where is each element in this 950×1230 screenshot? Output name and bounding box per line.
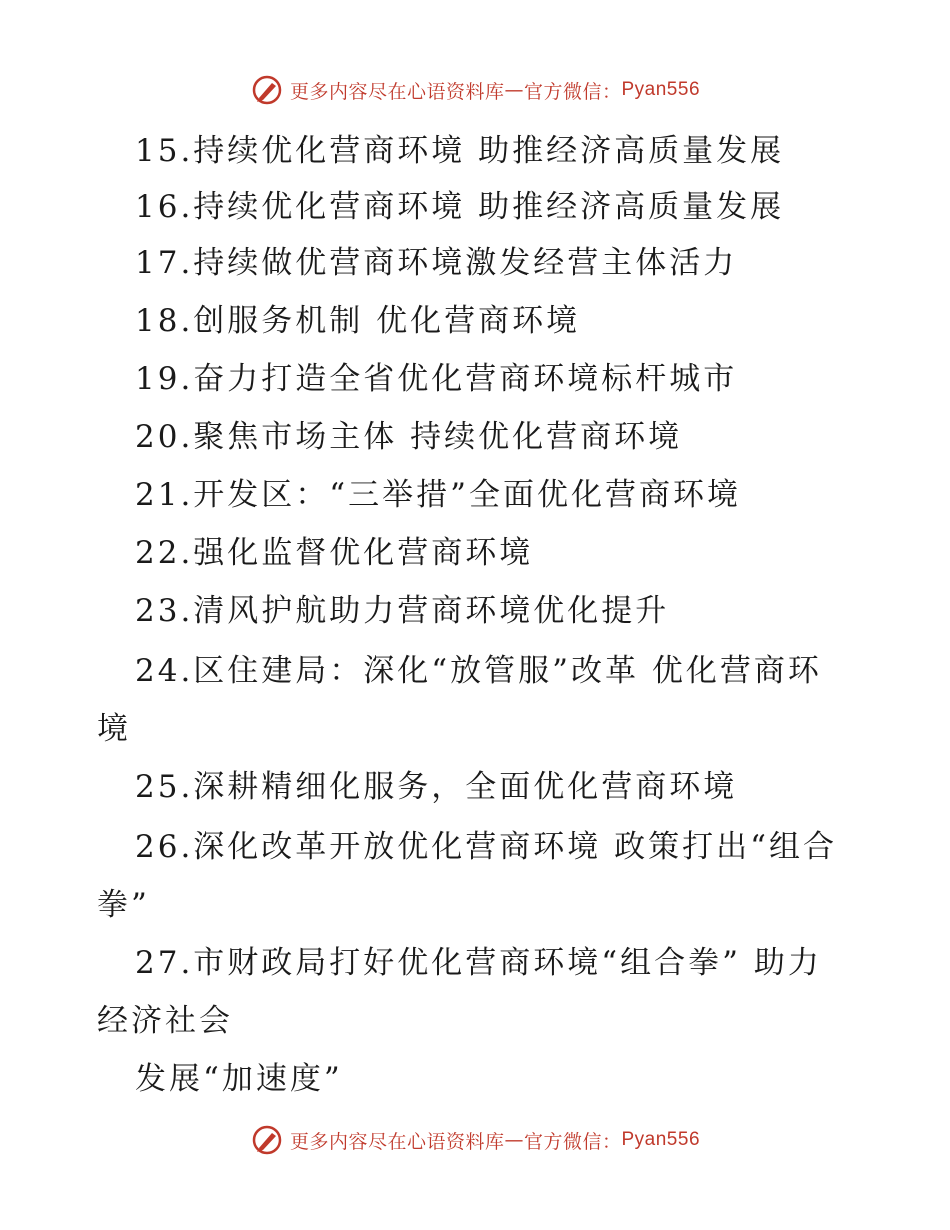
list-item: 23.清风护航助力营商环境优化提升 — [135, 593, 670, 629]
list-item: 24.区住建局：深化“放管服”改革 优化营商环 — [135, 653, 822, 689]
pen-logo-icon — [250, 1123, 284, 1157]
footer-wechat-id: Pyan556 — [621, 1129, 701, 1150]
list-item: 15.持续优化营商环境 助推经济高质量发展 — [135, 133, 785, 169]
list-item-continuation: 境 — [97, 711, 131, 747]
footer-site-name: 更多内容尽在心语资料库 — [289, 1130, 505, 1153]
header-banner — [0, 72, 950, 108]
list-item: 26.深化改革开放优化营商环境 政策打出“组合 — [135, 829, 838, 865]
list-item-continuation: 发展“加速度” — [135, 1061, 343, 1097]
list-item: 25.深耕精细化服务，全面优化营商环境 — [135, 769, 738, 805]
footer-banner — [0, 1122, 950, 1158]
list-item: 16.持续优化营商环境 助推经济高质量发展 — [135, 189, 785, 225]
header-site-name: 更多内容尽在心语资料库 — [289, 80, 505, 103]
header-wechat-label: 官方微信： — [523, 80, 622, 103]
list-item-continuation: 经济社会 — [97, 1003, 233, 1039]
list-item: 22.强化监督优化营商环境 — [135, 535, 534, 571]
list-item-continuation: 拳” — [97, 887, 150, 923]
list-item: 27.市财政局打好优化营商环境“组合拳” 助力 — [135, 945, 822, 981]
list-item: 21.开发区：“三举措”全面优化营商环境 — [135, 477, 741, 513]
list-item: 19.奋力打造全省优化营商环境标杆城市 — [135, 361, 738, 397]
list-item: 18.创服务机制 优化营商环境 — [135, 303, 581, 339]
list-item: 17.持续做优营商环境激发经营主体活力 — [135, 245, 738, 281]
list-item: 20.聚焦市场主体 持续优化营商环境 — [135, 419, 683, 455]
header-dash: — — [504, 79, 524, 101]
footer-wechat-label: 官方微信： — [523, 1130, 622, 1153]
header-wechat-id: Pyan556 — [621, 79, 701, 100]
footer-dash: — — [504, 1129, 524, 1151]
pen-logo-icon — [250, 73, 284, 107]
